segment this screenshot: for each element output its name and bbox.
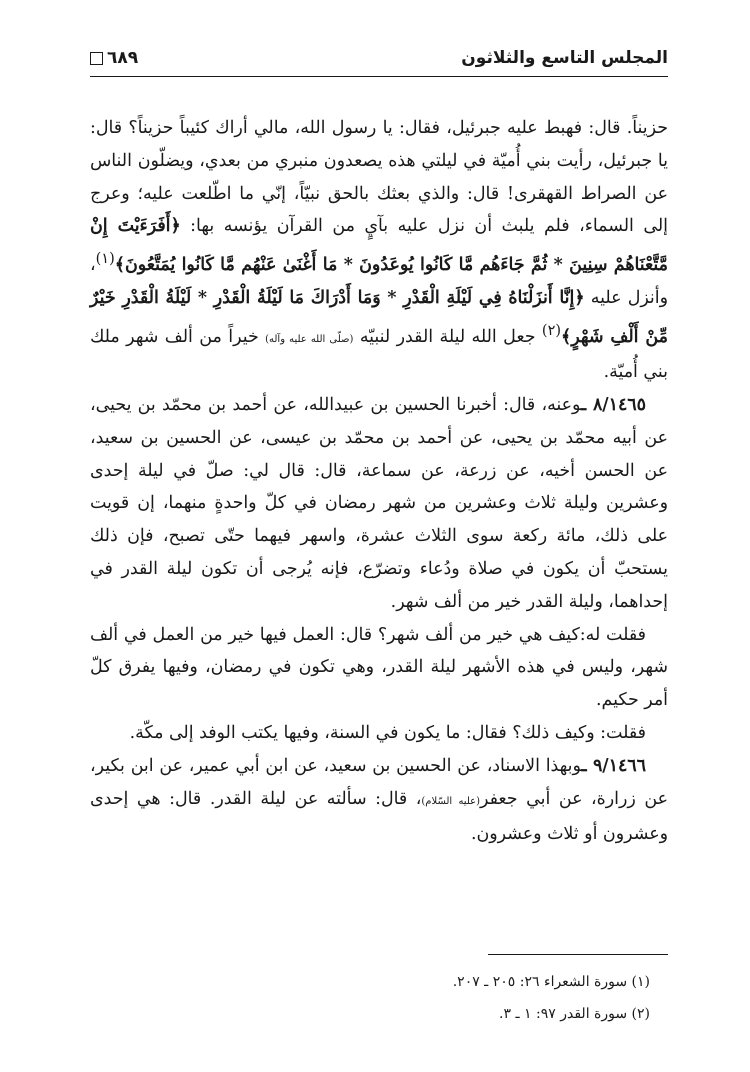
footnote-1: (١) سورة الشعراء ٢٦: ٢٠٥ ـ ٢٠٧. xyxy=(452,974,650,990)
hadith-number-1465: ٨/١٤٦٥ ـ xyxy=(581,394,646,415)
alayhi-salam: (عليه السّلام) xyxy=(421,795,480,807)
footnote-ref-2: (٢) xyxy=(541,322,562,339)
text-run: ، وأنزل عليه xyxy=(90,254,669,308)
hadith-number-1466: ٩/١٤٦٦ ـ xyxy=(581,755,646,776)
text-run: حزيناً. قال: فهبط عليه جبرئيل، فقال: يا رسول الله، مالي أراك كئيباً حزيناً؟ قال: يا جبرئيل، رأيت بني أُميّة في ليلتي هذه يصعدون منبري من بعدي، ويضلّون الناس عن الصراط القهقرى! قال: والذي بعثك بالحق نبيّاً، إنّي ما اطّلعت عليه؛ وعرج إلى السماء، فلم يلبث أن نزل عليه بآيٍ من القرآن يؤنسه بها: xyxy=(90,118,669,237)
quran-verse-2: ﴿إِنَّا أَنزَلْنَاهُ فِي لَيْلَةِ الْقَدْرِ * وَمَا أَدْرَاكَ مَا لَيْلَةُ الْقَدْرِ * لَيْلَةُ الْقَدْرِ خَيْرٌ مِّنْ أَلْفِ شَهْرٍ﴾ xyxy=(90,287,668,347)
paragraph-1465 xyxy=(90,389,668,619)
footnote-ref-1: (١) xyxy=(95,251,115,268)
paragraph-1466 xyxy=(90,750,668,851)
text-run: خيراً من ألف شهر ملك بني أُميّة. xyxy=(90,326,668,383)
paragraph-3: فقلت له:كيف هي خير من ألف شهر؟ قال: العمل فيها خير من العمل في ألف شهر، وليس في هذه الأشهر ليلة القدر، وهي تكون في رمضان، وفيها يفرق كلّ أمر حكيم. xyxy=(90,624,668,711)
text-run: جعل الله ليلة القدر لنبيّه xyxy=(353,326,542,347)
page-header xyxy=(90,40,668,77)
page-number-text: ٦٨٩ xyxy=(107,48,139,68)
salawat: (صلّى الله عليه وآله) xyxy=(265,333,354,345)
footnote-2: (٢) سورة القدر ٩٧: ١ ـ ٣. xyxy=(499,1006,650,1022)
text-run: ، قال: سألته عن ليلة القدر. قال: هي إحدى وعشرون أو ثلاث وعشرون. xyxy=(90,788,668,845)
text-run: وبهذا الاسناد، عن الحسين بن سعيد، عن ابن أبي عمير، عن ابن بكير، عن زرارة، عن أبي جعفر xyxy=(90,755,668,809)
quran-verse-1: ﴿أَفَرَءَيْتَ إِنْ مَّتَّعْنَاهُمْ سِنِينَ * ثُمَّ جَاءَهُم مَّا كَانُوا يُوعَدُونَ * مَا أَغْنَىٰ عَنْهُم مَّا كَانُوا يُمَتَّعُونَ﴾ xyxy=(90,216,668,275)
page-box-icon xyxy=(90,52,103,65)
chapter-title: المجلس التاسع والثلاثون xyxy=(461,48,668,68)
text-run: وعنه، قال: أخبرنا الحسين بن عبيدالله، عن أحمد بن محمّد بن يحيى، عن أبيه محمّد بن يحيى، عن أحمد بن محمّد بن عيسى، عن الحسين بن سعيد، عن الحسن أخيه، عن زرعة، عن سماعة، قال: قال لي: صلّ في ليلة إحدى وعشرين وليلة ثلاث وعشرين من شهر رمضان في كلّ واحدةٍ منهما، إن قويت على ذلك، مائة ركعة سوى الثلاث عشرة، واسهر فيهما حتّى تصبح، فإن ذلك يستحبّ أن يكون في صلاة ودُعاء وتضرّع، فإنه يُرجى أن تكون ليلة القدر في إحداهما، وليلة القدر خير من ألف شهر. xyxy=(90,394,668,612)
footnote-separator xyxy=(488,954,668,955)
main-text xyxy=(90,112,668,851)
paragraph-1 xyxy=(90,112,668,389)
paragraph-4: فقلت: وكيف ذلك؟ فقال: ما يكون في السنة، وفيها يكتب الوفد إلى مكّة. xyxy=(129,722,646,743)
footnotes xyxy=(90,966,650,1030)
page-number xyxy=(90,48,138,68)
